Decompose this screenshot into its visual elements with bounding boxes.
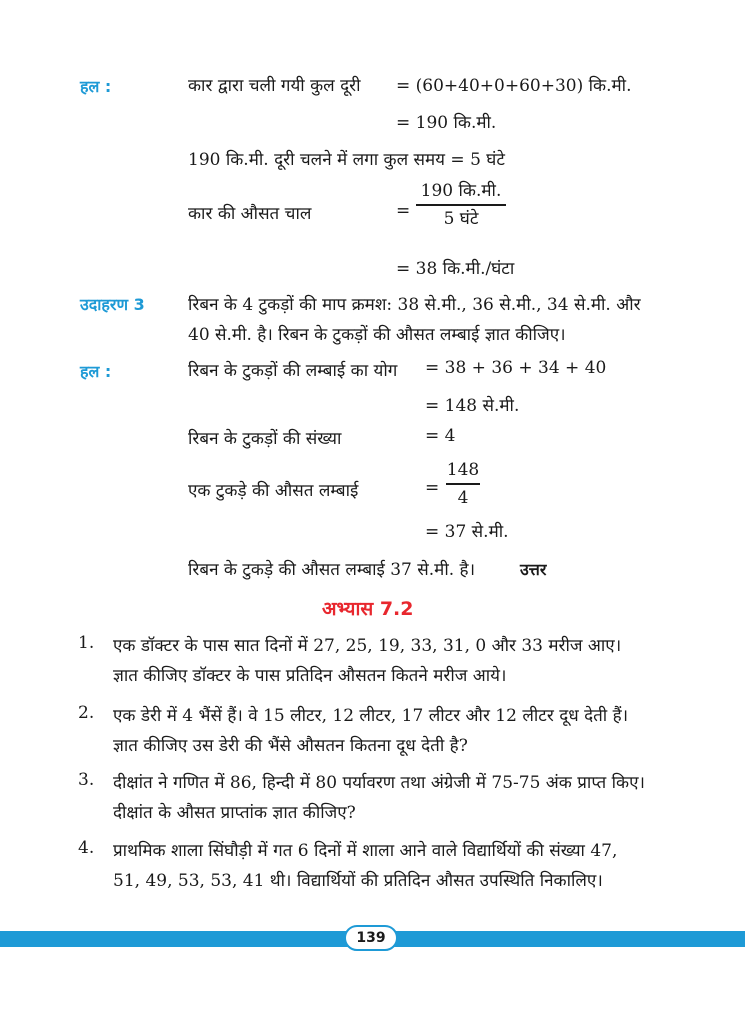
fraction-denominator: 4 (457, 487, 469, 508)
question-number: 3. (78, 770, 95, 790)
question-number: 2. (78, 703, 95, 723)
sol2-line3-right: = 4 (425, 426, 456, 446)
fraction-denominator: 5 घंटे (443, 208, 479, 229)
example3-line2: 40 से.मी. है। रिबन के टुकड़ों की औसत लम्बाई ज्ञात कीजिए। (188, 325, 566, 345)
question-line: ज्ञात कीजिए उस डेरी की भैंसे औसतन कितना दूध देती है? (113, 736, 468, 756)
sol2-line5: = 37 से.मी. (425, 522, 509, 542)
question-line: प्राथमिक शाला सिंघौड़ी में गत 6 दिनों में शाला आने वाले विद्यार्थियों की संख्या 47, (113, 841, 618, 861)
question-line: एक डेरी में 4 भैंसें हैं। वे 15 लीटर, 12 लीटर, 17 लीटर और 12 लीटर दूध देती हैं। (113, 706, 629, 726)
sol2-line1-left: रिबन के टुकड़ों की लम्बाई का योग (188, 361, 398, 381)
fraction-bar (416, 204, 506, 206)
question-number: 1. (78, 633, 95, 653)
sol2-fraction (446, 459, 480, 509)
sol2-line4-eq: = (425, 478, 440, 498)
sol1-line2: = 190 कि.मी. (396, 113, 497, 133)
sol2-conclusion: रिबन के टुकड़े की औसत लम्बाई 37 से.मी. है। (188, 560, 476, 580)
sol2-line1-right: = 38 + 36 + 34 + 40 (425, 358, 607, 378)
question-line: दीक्षांत ने गणित में 86, हिन्दी में 80 पर्यावरण तथा अंग्रेजी में 75-75 अंक प्राप्त किए। (113, 773, 645, 793)
example-label: उदाहरण 3 (80, 295, 145, 314)
question-line: दीक्षांत के औसत प्राप्तांक ज्ञात कीजिए? (113, 803, 356, 823)
sol1-line5: = 38 कि.मी./घंटा (396, 259, 515, 279)
fraction-bar (446, 483, 480, 485)
sol2-line2: = 148 से.मी. (425, 396, 520, 416)
sol1-line1-left: कार द्वारा चली गयी कुल दूरी (188, 76, 361, 96)
question-line: ज्ञात कीजिए डॉक्टर के पास प्रतिदिन औसतन कितने मरीज आये। (113, 666, 507, 686)
question-line: एक डॉक्टर के पास सात दिनों में 27, 25, 19, 33, 31, 0 और 33 मरीज आए। (113, 636, 622, 656)
answer-label: उत्तर (520, 560, 547, 579)
sol1-line1-right: = (60+40+0+60+30) कि.मी. (396, 76, 632, 96)
sol2-line3-left: रिबन के टुकड़ों की संख्या (188, 429, 342, 449)
solution-label: हल : (80, 362, 112, 381)
sol1-line4-left: कार की औसत चाल (188, 204, 312, 224)
fraction-numerator: 148 (446, 460, 480, 480)
exercise-title: अभ्यास 7.2 (322, 598, 414, 620)
page-number: 139 (344, 925, 398, 951)
fraction-numerator: 190 कि.मी. (420, 181, 502, 201)
sol2-line4-left: एक टुकड़े की औसत लम्बाई (188, 481, 359, 501)
question-line: 51, 49, 53, 53, 41 थी। विद्यार्थियों की प्रतिदिन औसत उपस्थिति निकालिए। (113, 871, 603, 891)
example3-line1: रिबन के 4 टुकड़ों की माप क्रमश: 38 से.मी., 36 से.मी., 34 से.मी. और (188, 295, 641, 315)
question-number: 4. (78, 838, 95, 858)
sol1-line3: 190 कि.मी. दूरी चलने में लगा कुल समय = 5 घंटे (188, 150, 505, 170)
sol1-line4-eq: = (396, 201, 411, 221)
solution-label: हल : (80, 77, 112, 96)
sol1-fraction (416, 180, 506, 230)
